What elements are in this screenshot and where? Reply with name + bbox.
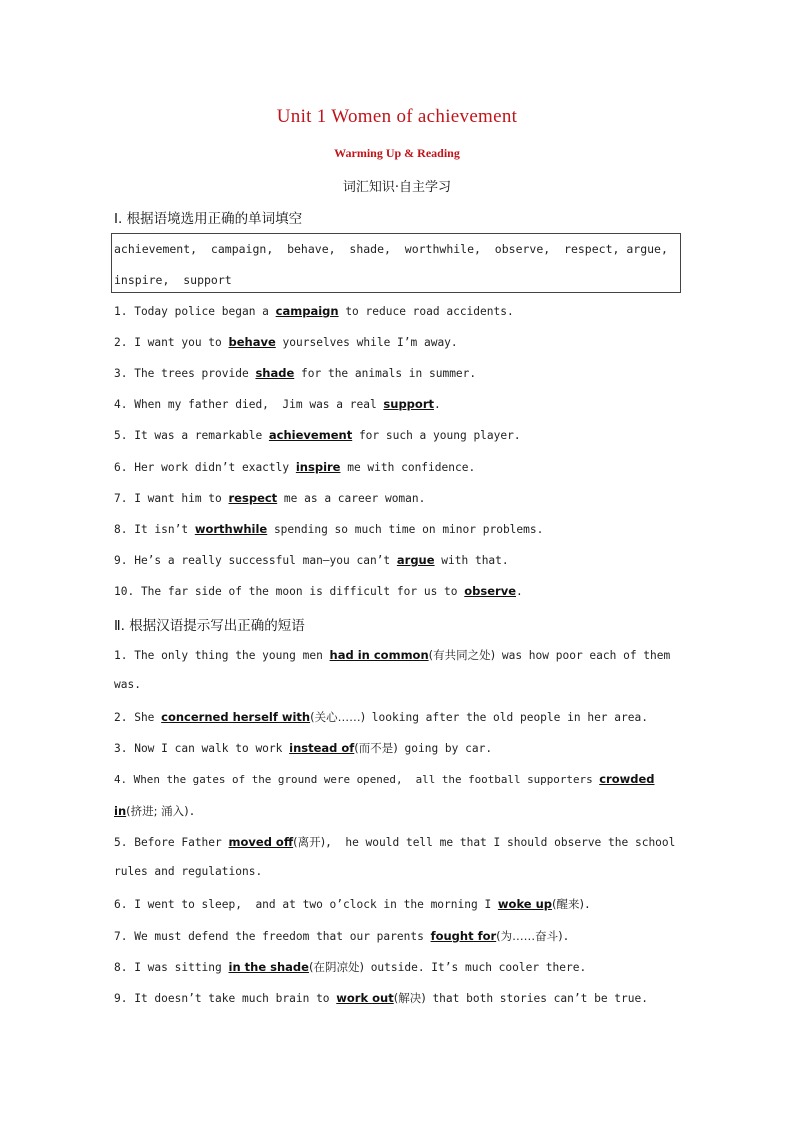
exercise-item-continuation: in(挤进; 涌入). [114, 804, 196, 818]
answer-text: support [383, 397, 434, 411]
part1-heading: Ⅰ. 根据语境选用正确的单词填空 [114, 211, 303, 227]
exercise-item: 9. It doesn’t take much brain to work out(解决) that both stories can’t be true. [114, 991, 648, 1005]
answer-text: argue [396, 553, 435, 567]
exercise-item: 8. I was sitting in the shade(在阴凉处) outside. It’s much cooler there. [114, 960, 587, 974]
answer-text: shade [255, 366, 295, 380]
word-bank-row: inspire, support [114, 273, 232, 287]
exercise-item: 5. Before Father moved off(离开), he would tell me that I should observe the school [114, 835, 676, 849]
exercise-item: 9. He’s a really successful man—you can’t argue with that. [114, 553, 509, 567]
answer-text: in [114, 804, 127, 818]
exercise-item: 1. Today police began a campaign to reduce road accidents. [114, 304, 514, 318]
answer-text: campaign [275, 304, 339, 318]
answer-text: worthwhile [194, 522, 268, 536]
exercise-item: 10. The far side of the moon is difficult for us to observe. [114, 584, 523, 598]
exercise-item-continuation: rules and regulations. [114, 865, 263, 878]
answer-text: inspire [295, 460, 341, 474]
answer-text: had in common [329, 648, 429, 662]
exercise-item: 4. When my father died, Jim was a real support. [114, 397, 441, 411]
answer-text: instead of [289, 741, 355, 755]
part2-heading: Ⅱ. 根据汉语提示写出正确的短语 [114, 618, 305, 634]
answer-text: woke up [497, 897, 553, 911]
answer-text: observe [464, 584, 516, 598]
exercise-item: 2. She concerned herself with(关心……) looking after the old people in her area. [114, 710, 648, 724]
answer-text: respect [228, 491, 278, 505]
lesson-subtitle: Warming Up & Reading [334, 146, 460, 160]
exercise-item: 7. I want him to respect me as a career woman. [114, 491, 426, 505]
exercise-item: 6. I went to sleep, and at two o’clock in the morning I woke up(醒来). [114, 897, 591, 911]
word-bank-row: achievement, campaign, behave, shade, worthwhile, observe, respect, argue, [114, 242, 668, 256]
answer-text: concerned herself with [161, 710, 311, 724]
exercise-item: 3. Now I can walk to work instead of(而不是) going by car. [114, 741, 493, 755]
exercise-item: 8. It isn’t worthwhile spending so much time on minor problems. [114, 522, 544, 536]
exercise-item: 5. It was a remarkable achievement for such a young player. [114, 428, 521, 442]
exercise-item: 3. The trees provide shade for the animals in summer. [114, 366, 477, 380]
exercise-item-continuation: was. [114, 678, 141, 691]
answer-text: in the shade [228, 960, 309, 974]
exercise-item: 7. We must defend the freedom that our parents fought for(为……奋斗). [114, 929, 570, 943]
answer-text: moved off [228, 835, 294, 849]
answer-text: behave [228, 335, 276, 349]
exercise-item: 4. When the gates of the ground were opened, all the football supporters crowded [114, 772, 655, 786]
answer-text: work out [336, 991, 394, 1005]
answer-text: crowded [599, 772, 655, 786]
answer-text: fought for [430, 929, 497, 943]
answer-text: achievement [268, 428, 353, 442]
exercise-item: 1. The only thing the young men had in common(有共同之处) was how poor each of them [114, 648, 671, 662]
word-bank-box [111, 233, 681, 293]
unit-title: Unit 1 Women of achievement [276, 106, 518, 127]
exercise-item: 6. Her work didn’t exactly inspire me with confidence. [114, 460, 476, 474]
exercise-item: 2. I want you to behave yourselves while I’m away. [114, 335, 458, 349]
section-label: 词汇知识·自主学习 [342, 180, 452, 195]
